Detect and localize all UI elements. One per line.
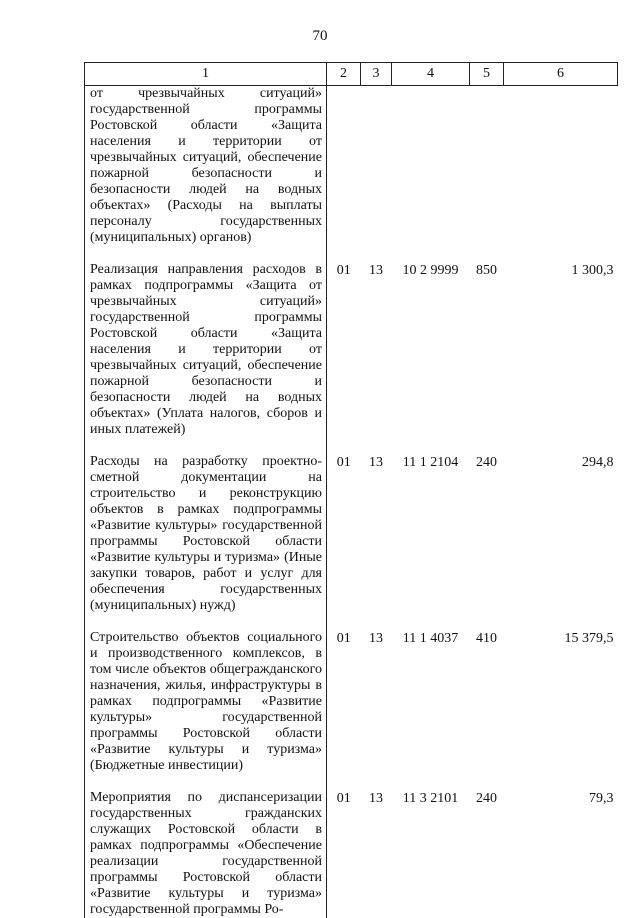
row-section: 01 [336,263,351,278]
column-header: 1 [85,63,327,86]
table-row [85,262,618,454]
row-expense-type: 240 [476,455,497,470]
column-header: 2 [327,63,361,86]
row-section [327,86,361,263]
table-row [85,630,618,790]
row-target-article: 11 3 2101 [402,791,459,806]
row-description: Мероприятия по диспансеризации государственных гражданских служащих Ростовской области в рамках подпрограммы «Обеспечение реализации государственной программы Ростовской области «Развитие культуры и туризма» государственной программы Ро- [85,790,327,918]
row-section: 01 [336,631,351,646]
row-amount: 1 300,3 [571,263,614,278]
row-amount [504,86,618,263]
row-subsection [361,86,392,263]
row-target-article: 11 1 4037 [402,631,459,646]
row-expense-type: 410 [476,631,497,646]
row-subsection: 13 [369,631,383,646]
table-row [85,454,618,630]
column-header: 5 [470,63,504,86]
row-target-article: 11 1 2104 [402,455,459,470]
row-subsection: 13 [369,263,383,278]
table-row [85,86,618,263]
row-expense-type [470,86,504,263]
row-expense-type: 240 [476,791,497,806]
row-section: 01 [336,791,351,806]
table-row [85,790,618,918]
column-header: 3 [361,63,392,86]
page-number: 70 [312,28,328,44]
row-description: Расходы на разработку проектно-сметной документации на строительство и реконструкцию объектов в рамках подпрограммы «Развитие культуры» государственной программы Ростовской области «Развитие культуры и туризма» (Иные закупки товаров, работ и услуг для обеспечения государственных (муниципальных) нужд) [85,454,327,630]
row-subsection: 13 [369,791,383,806]
budget-table [84,62,618,918]
row-subsection: 13 [369,455,383,470]
row-description: Реализация направления расходов в рамках подпрограммы «Защита от чрезвычайных ситуаций» государственной программы Ростовской области «Защита населения и территории от чрезвычайных ситуаций, обеспечение пожарной безопасности и безопасности людей на водных объектах» (Уплата налогов, сборов и иных платежей) [85,262,327,454]
row-amount: 15 379,5 [564,631,614,646]
row-amount: 79,3 [589,791,614,806]
row-description: от чрезвычайных ситуаций» государственной программы Ростовской области «Защита населения и территории от чрезвычайных ситуаций, обеспечение пожарной безопасности и безопасности людей на водных объектах» (Расходы на выплаты персоналу государственных (муниципальных) органов) [85,86,327,263]
row-description: Строительство объектов социального и производственного комплексов, в том числе объектов общегражданского назначения, жилья, инфраструктуры в рамках подпрограммы «Развитие культуры» государственной программы Ростовской области «Развитие культуры и туризма» (Бюджетные инвестиции) [85,630,327,790]
column-header: 6 [504,63,618,86]
row-expense-type: 850 [476,263,497,278]
row-section: 01 [336,455,351,470]
column-header: 4 [392,63,470,86]
row-amount: 294,8 [582,455,614,470]
row-target-article [392,86,470,263]
row-target-article: 10 2 9999 [402,263,459,278]
table-header-row [85,63,618,86]
